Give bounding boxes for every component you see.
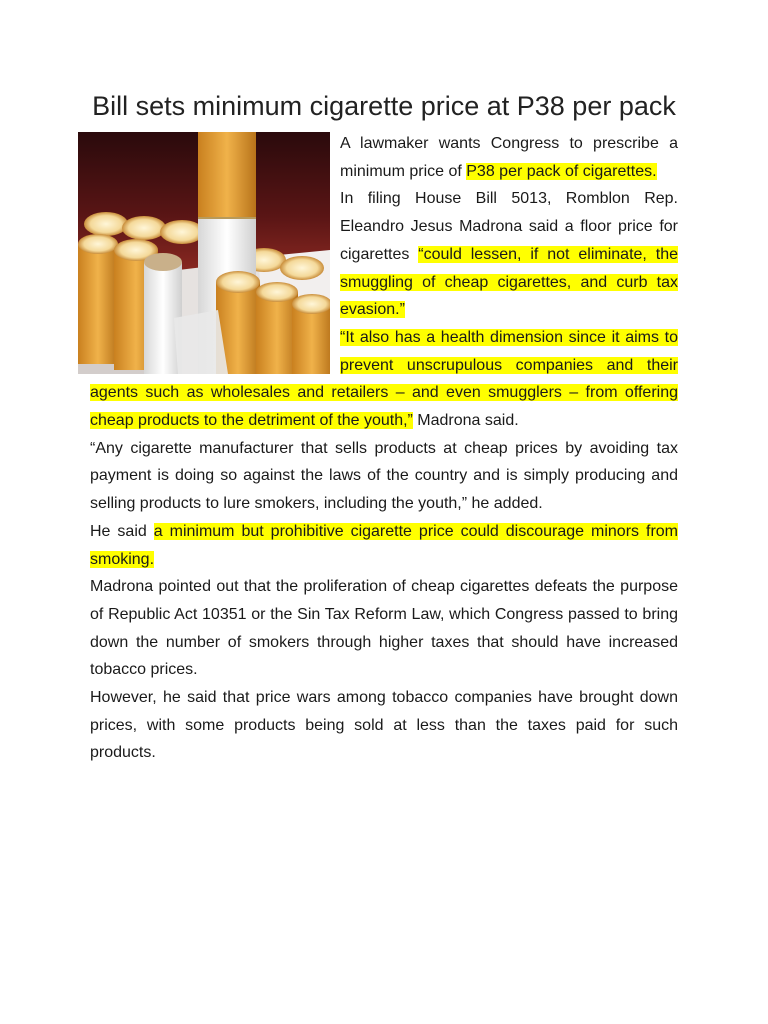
cigarette-pack-icon: [78, 132, 330, 374]
paragraph-text: Madrona pointed out that the proliferation of cheap cigarettes defeats the purpose of Republic Act 10351 or the Sin Tax Reform Law, which Congress passed to bring down the number of smokers through higher taxes that should have increased tobacco prices.: [90, 578, 678, 679]
highlighted-text: P38 per pack of cigarettes.: [466, 162, 657, 180]
paragraph-text: He said: [90, 522, 154, 540]
document-page: [90, 88, 678, 767]
paragraph-text: However, he said that price wars among tobacco companies have brought down prices, with some products being sold at less than the taxes paid for such products.: [90, 689, 678, 762]
article-paragraph: [90, 435, 678, 518]
article-paragraph: [90, 518, 678, 573]
article-title: Bill sets minimum cigarette price at P38 per pack: [92, 91, 676, 121]
cigarette-pack-photo: [78, 132, 330, 374]
paragraph-text: A lawmaker wants Congress to prescribe a minimum price of: [340, 135, 678, 180]
article-paragraph: [90, 573, 678, 684]
highlighted-text: “could lessen, if not eliminate, the smuggling of cheap cigarettes, and curb tax evasion.”: [340, 245, 678, 319]
paragraph-text: In filing House Bill 5013, Romblon Rep. Eleandro Jesus Madrona said a floor price for cigarettes: [340, 190, 678, 263]
article-paragraph: [90, 684, 678, 767]
highlighted-text: “It also has a health dimension since it aims to prevent unscrupulous companies and their agents such as wholesales and retailers – and even smugglers – from offering cheap products to the detriment of the youth,”: [90, 328, 678, 430]
highlighted-text: a minimum but prohibitive cigarette price could discourage minors from smoking.: [90, 522, 679, 568]
paragraph-text: “Any cigarette manufacturer that sells products at cheap prices by avoiding tax payment is doing so against the laws of the country and is simply producing and selling products to lure smokers, including the youth,” he added.: [90, 439, 678, 513]
paragraph-text: Madrona said.: [412, 412, 519, 430]
